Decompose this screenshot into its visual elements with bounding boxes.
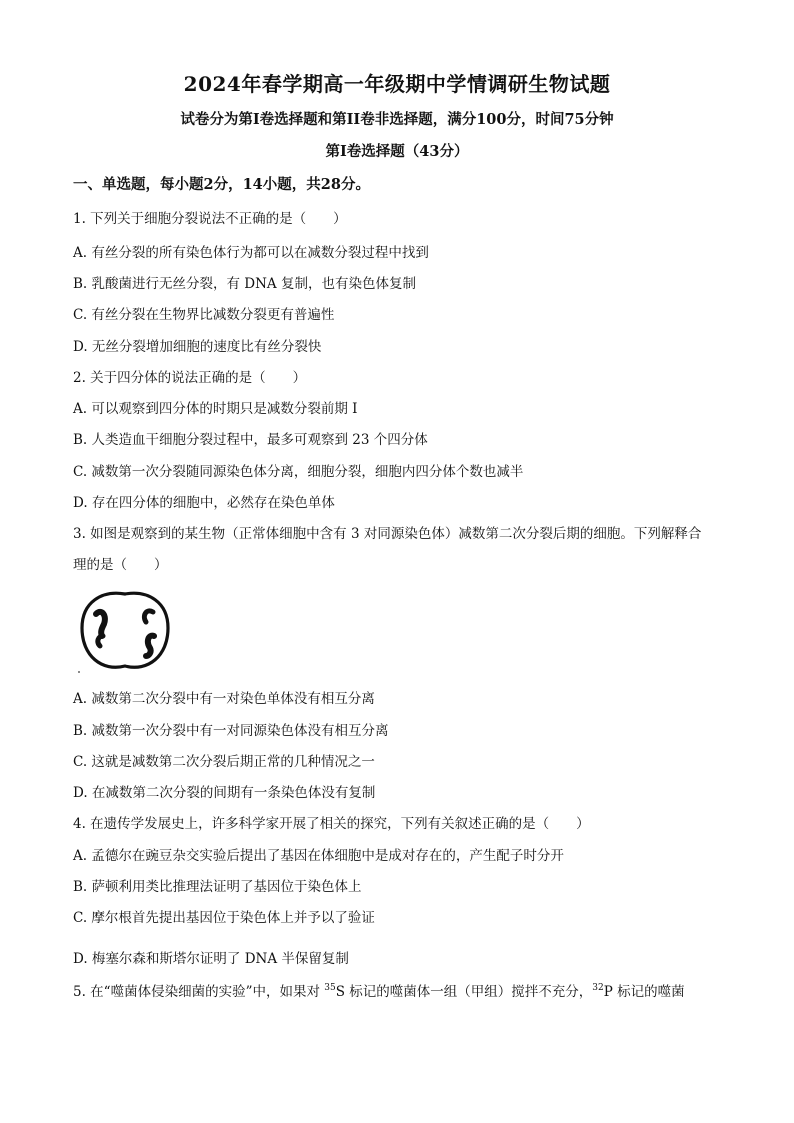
question-3-option-b: B. 减数第一次分裂中有一对同源染色体没有相互分离: [73, 723, 389, 739]
question-2-option-c: C. 减数第一次分裂随同源染色体分离，细胞分裂，细胞内四分体个数也减半: [73, 464, 524, 480]
question-4-stem: 4. 在遗传学发展史上，许多科学家开展了相关的探究，下列有关叙述正确的是（ ）: [73, 816, 590, 832]
question-2-option-a: A. 可以观察到四分体的时期只是减数分裂前期 I: [73, 401, 358, 417]
question-5-stem: 5. 在“噬菌体侵染细菌的实验”中，如果对 $^{35}$S 标记的噬菌体一组（甲组）搅拌不充分，$^{32}$P 标记的噬菌: [73, 983, 685, 1000]
question-4-option-a: A. 孟德尔在豌豆杂交实验后提出了基因在体细胞中是成对存在的，产生配子时分开: [73, 848, 564, 864]
question-2-option-d: D. 存在四分体的细胞中，必然存在染色单体: [73, 495, 335, 511]
question-3-option-d: D. 在减数第二次分裂的间期有一条染色体没有复制: [73, 785, 376, 801]
question-3-stem-continued: 理的是（ ）: [73, 557, 168, 573]
question-4-option-b: B. 萨顿利用类比推理法证明了基因位于染色体上: [73, 879, 362, 895]
question-3-option-c: C. 这就是减数第二次分裂后期正常的几种情况之一: [73, 754, 375, 770]
question-1-option-c: C. 有丝分裂在生物界比减数分裂更有普遍性: [73, 307, 335, 323]
question-1-option-d: D. 无丝分裂增加细胞的速度比有丝分裂快: [73, 339, 322, 355]
section-heading: 一、单选题，每小题2分，14小题，共28分。: [73, 176, 370, 193]
question-2-option-b: B. 人类造血干细胞分裂过程中，最多可观察到 23 个四分体: [73, 432, 428, 448]
question-1-stem: 1. 下列关于细胞分裂说法不正确的是（ ）: [73, 211, 347, 227]
question-1-option-b: B. 乳酸菌进行无丝分裂，有 DNA 复制，也有染色体复制: [73, 276, 416, 292]
part-heading: 第I卷选择题（43分）: [325, 143, 469, 160]
question-4-option-d: D. 梅塞尔森和斯塔尔证明了 DNA 半保留复制: [73, 951, 349, 967]
cell-division-figure: [76, 586, 174, 676]
question-3-stem: 3. 如图是观察到的某生物（正常体细胞中含有 3 对同源染色体）减数第二次分裂后期的细胞。下列解释合: [73, 526, 702, 542]
question-1-option-a: A. 有丝分裂的所有染色体行为都可以在减数分裂过程中找到: [73, 245, 429, 261]
exam-info: 试卷分为第I卷选择题和第II卷非选择题，满分100分，时间75分钟: [180, 111, 614, 128]
question-2-stem: 2. 关于四分体的说法正确的是（ ）: [73, 370, 307, 386]
page-title: 2024年春学期高一年级期中学情调研生物试题: [183, 72, 611, 96]
question-3-option-a: A. 减数第二次分裂中有一对染色单体没有相互分离: [73, 691, 375, 707]
question-4-option-c: C. 摩尔根首先提出基因位于染色体上并予以了验证: [73, 910, 375, 926]
